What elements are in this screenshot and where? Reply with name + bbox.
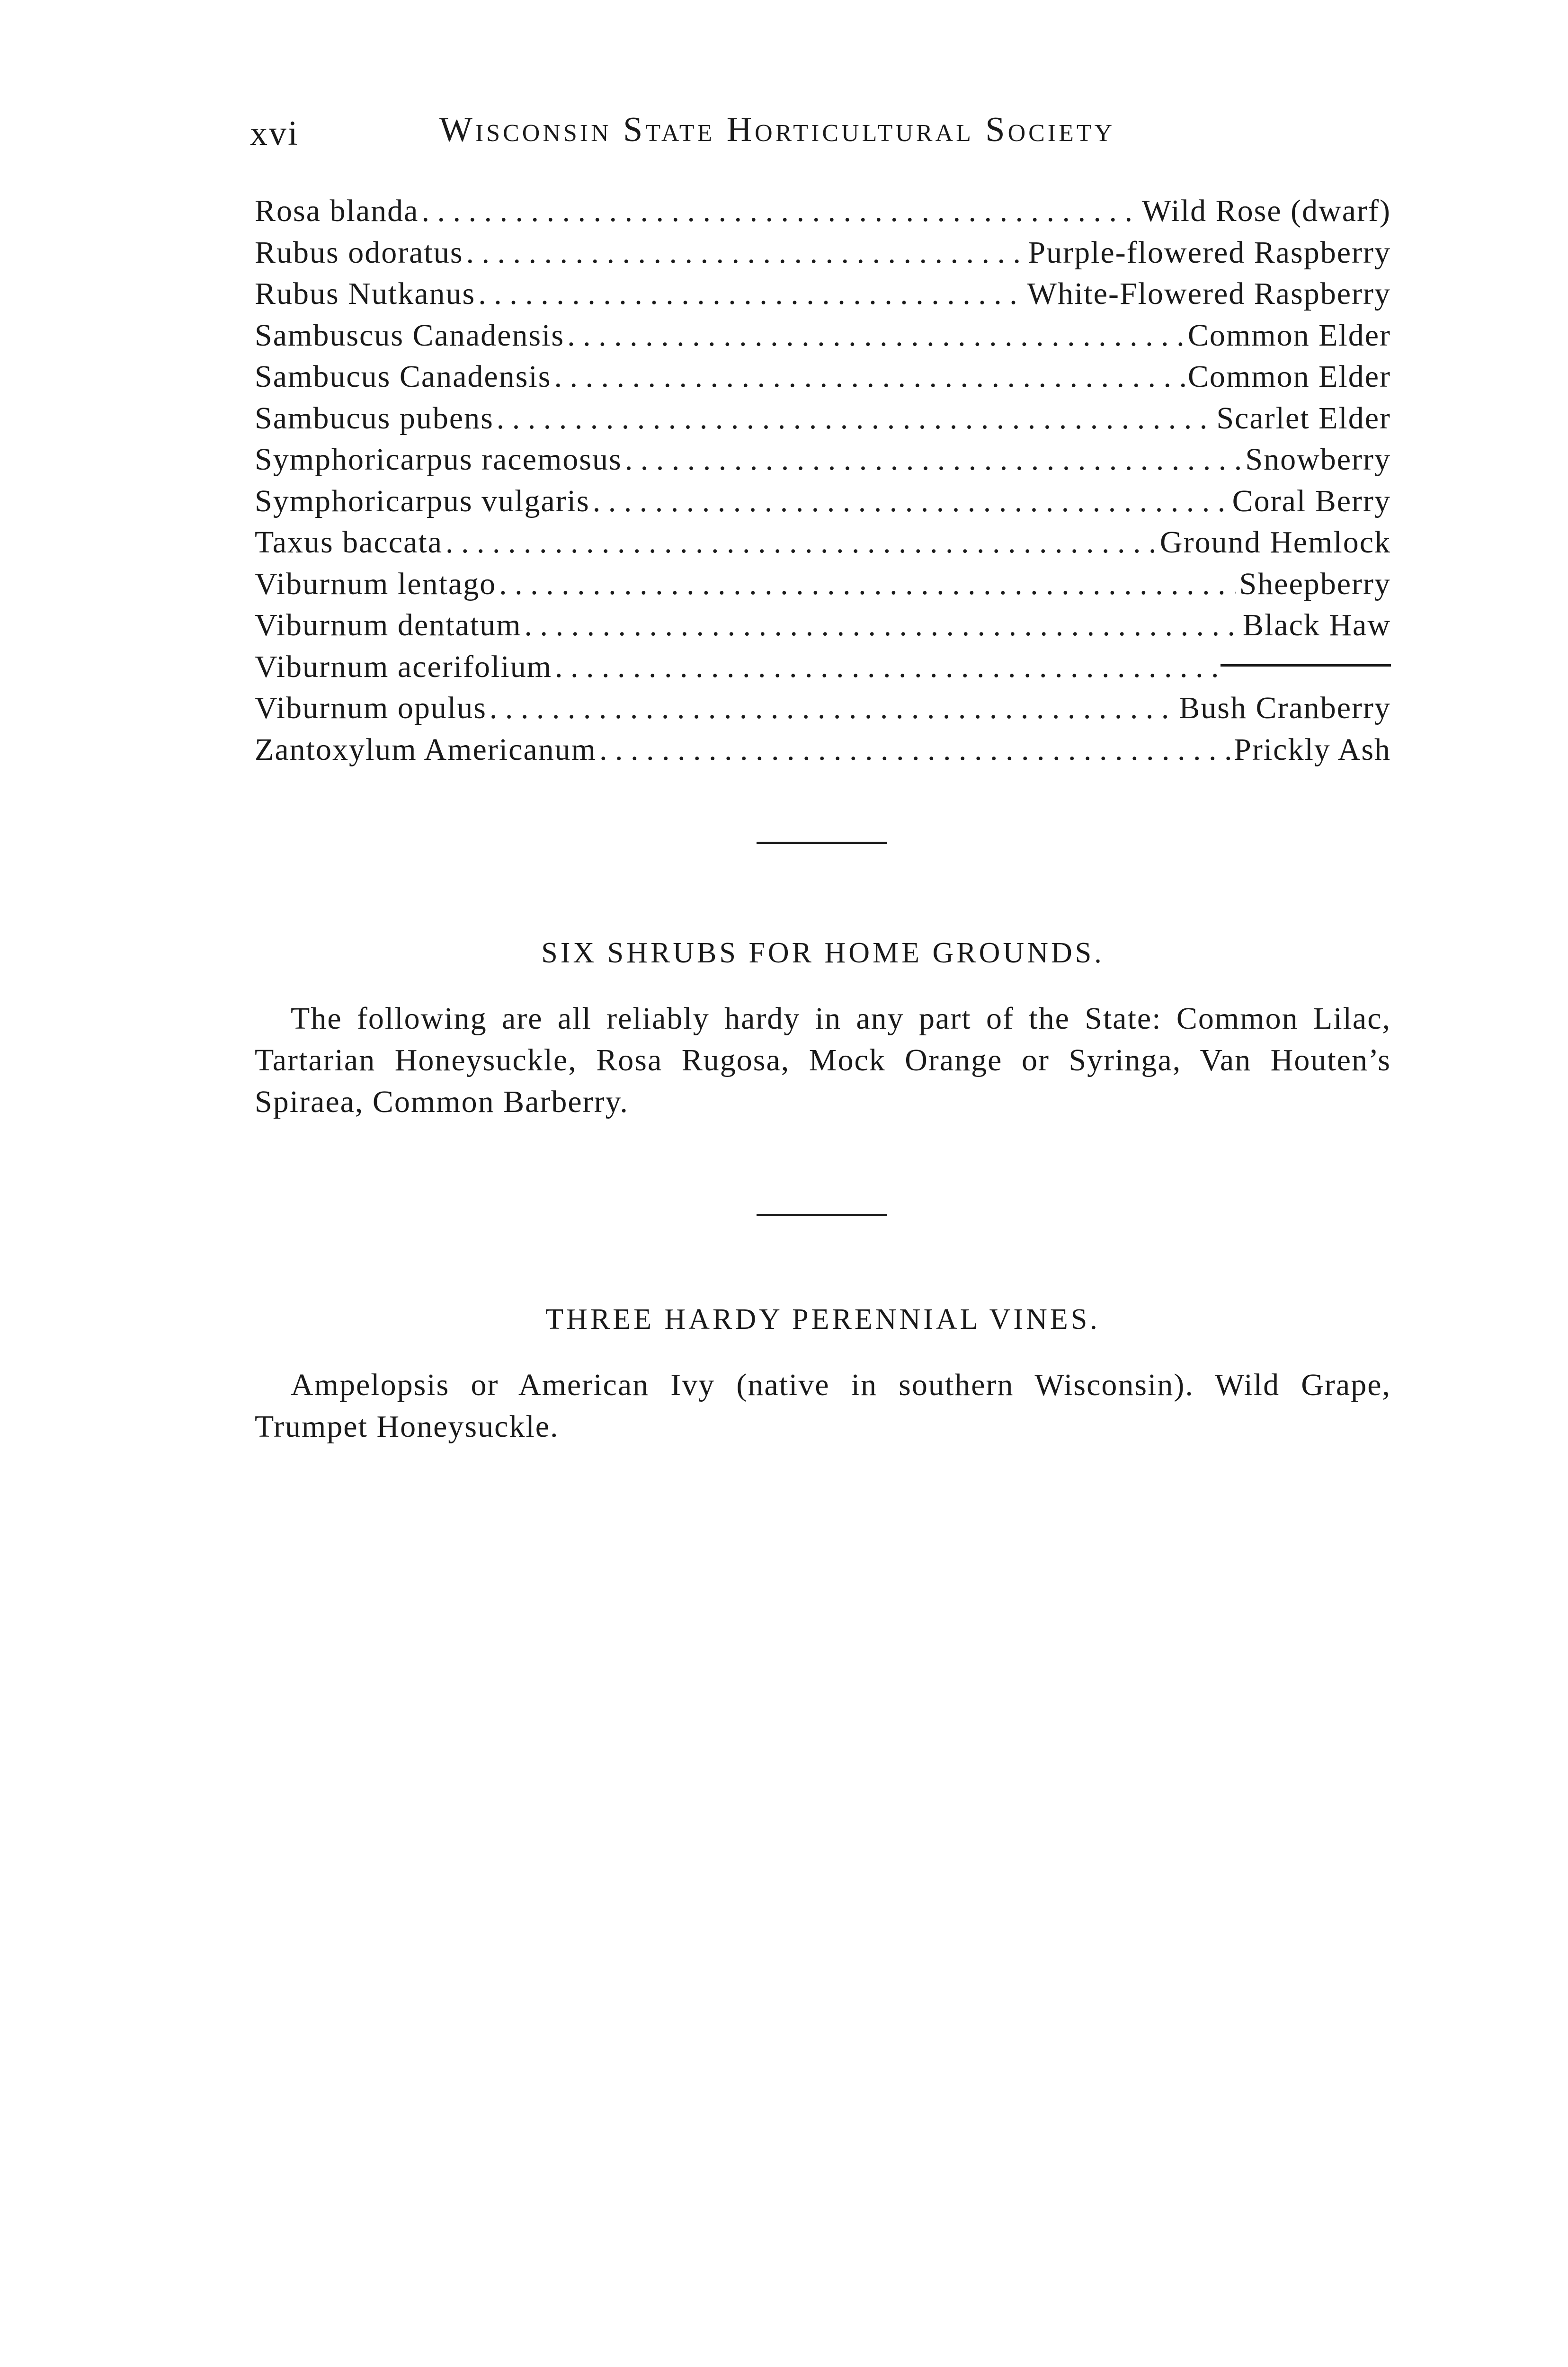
plant-row bbox=[255, 193, 1391, 235]
common-name: White-Flowered Raspberry bbox=[1027, 276, 1391, 311]
latin-name: Taxus baccata bbox=[255, 525, 443, 560]
plant-list bbox=[255, 193, 1391, 773]
latin-name: Rubus Nutkanus bbox=[255, 276, 476, 311]
plant-row bbox=[255, 566, 1391, 608]
blank-rule bbox=[1221, 664, 1391, 667]
dot-leader bbox=[466, 235, 1025, 271]
dot-leader bbox=[445, 525, 1157, 561]
plant-row bbox=[255, 442, 1391, 483]
dot-leader bbox=[555, 649, 1218, 685]
common-name: Sheepberry bbox=[1239, 566, 1391, 601]
section-divider bbox=[757, 842, 887, 844]
dot-leader bbox=[625, 442, 1243, 478]
dot-leader bbox=[554, 359, 1185, 395]
plant-row bbox=[255, 400, 1391, 442]
latin-name: Viburnum lentago bbox=[255, 566, 497, 601]
dot-leader bbox=[478, 276, 1025, 312]
plant-row bbox=[255, 318, 1391, 359]
dot-leader bbox=[490, 690, 1176, 726]
common-name: Black Haw bbox=[1242, 608, 1391, 642]
running-title: Wisconsin State Horticultural Society bbox=[439, 110, 1115, 149]
common-name: Coral Berry bbox=[1232, 483, 1391, 518]
dot-leader bbox=[599, 732, 1231, 768]
plant-row bbox=[255, 649, 1391, 691]
dot-leader bbox=[497, 400, 1214, 436]
latin-name: Viburnum dentatum bbox=[255, 608, 522, 642]
plant-row bbox=[255, 235, 1391, 276]
vines-paragraph: Ampelopsis or American Ivy (native in southern Wisconsin). Wild Grape, Trumpet Honeysuckle. bbox=[255, 1368, 1391, 1444]
common-name: Wild Rose (dwarf) bbox=[1141, 194, 1391, 228]
latin-name: Zantoxylum Americanum bbox=[255, 732, 597, 767]
common-name: Common Elder bbox=[1187, 359, 1391, 394]
dot-leader bbox=[499, 566, 1236, 602]
latin-name: Viburnum acerifolium bbox=[255, 649, 552, 684]
plant-row bbox=[255, 732, 1391, 774]
latin-name: Sambucus pubens bbox=[255, 400, 494, 436]
section-heading-shrubs: SIX SHRUBS FOR HOME GROUNDS. bbox=[541, 937, 1105, 969]
common-name: Scarlet Elder bbox=[1216, 400, 1391, 436]
dot-leader bbox=[567, 318, 1185, 354]
dot-leader bbox=[524, 607, 1239, 643]
page-header bbox=[250, 110, 1405, 162]
latin-name: Sambuscus Canadensis bbox=[255, 318, 565, 353]
plant-row bbox=[255, 525, 1391, 566]
plant-row bbox=[255, 276, 1391, 318]
common-name: Purple-flowered Raspberry bbox=[1028, 235, 1391, 270]
plant-row bbox=[255, 359, 1391, 400]
plant-row bbox=[255, 483, 1391, 525]
page-number: xvi bbox=[250, 114, 299, 153]
latin-name: Viburnum opulus bbox=[255, 691, 487, 725]
latin-name: Rubus odoratus bbox=[255, 235, 463, 270]
plant-row bbox=[255, 690, 1391, 732]
shrubs-paragraph: The following are all reliably hardy in any part of the State: Common Lilac, Tartarian Honeysuckle, Rosa Rugosa, Mock Orange or Syringa, Van Houten’s Spiraea, Common Barberry. bbox=[255, 1001, 1391, 1119]
common-name: Common Elder bbox=[1187, 318, 1391, 353]
latin-name: Symphoricarpus racemosus bbox=[255, 442, 622, 477]
latin-name: Symphoricarpus vulgaris bbox=[255, 483, 590, 518]
section-divider bbox=[757, 1214, 887, 1216]
latin-name: Rosa blanda bbox=[255, 194, 419, 228]
dot-leader bbox=[593, 483, 1229, 519]
common-name: Bush Cranberry bbox=[1179, 691, 1391, 725]
latin-name: Sambucus Canadensis bbox=[255, 359, 552, 394]
dot-leader bbox=[421, 193, 1139, 229]
blank-line bbox=[1221, 649, 1391, 685]
plant-row bbox=[255, 607, 1391, 649]
section-heading-vines: THREE HARDY PERENNIAL VINES. bbox=[545, 1303, 1100, 1335]
common-name: Prickly Ash bbox=[1234, 732, 1391, 767]
common-name: Ground Hemlock bbox=[1159, 525, 1391, 560]
common-name: Snowberry bbox=[1245, 442, 1391, 477]
